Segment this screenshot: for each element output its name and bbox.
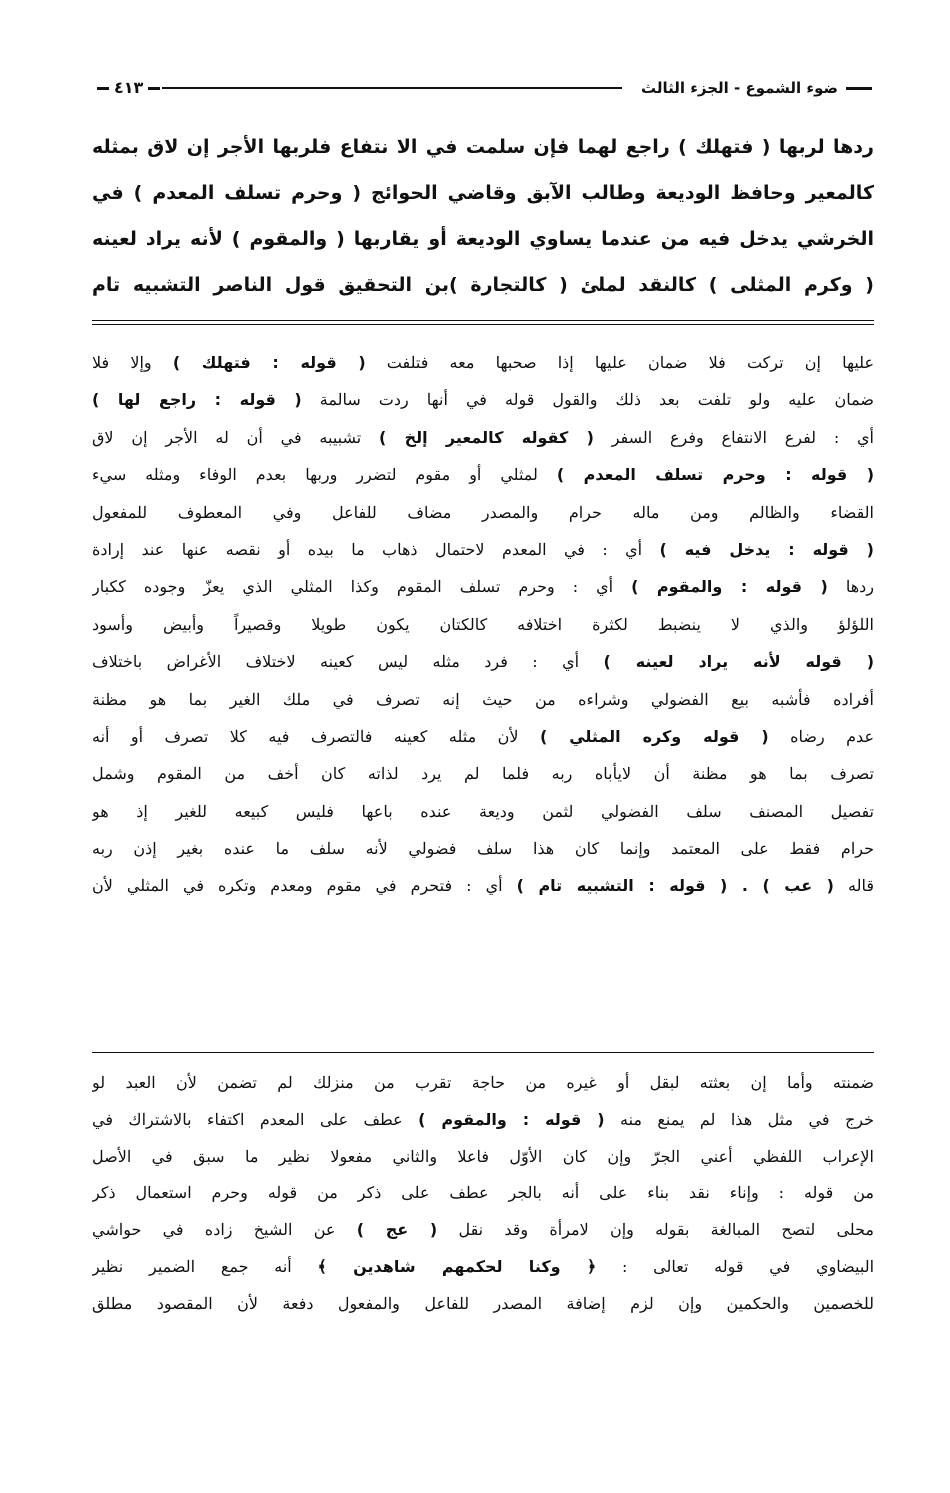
quoted-phrase: ( قوله : وحرم تسلف المعدم ) [556, 465, 874, 485]
quoted-phrase: ( قوله : فتهلك ) [172, 353, 366, 372]
quoted-phrase: ( قوله لأنه يراد لعينه ) [603, 652, 874, 672]
commentary-text [92, 344, 874, 905]
main-text-line: كالمعير وحافظ الوديعة وطالب الآبق وقاضي الحوائج ( وحرم تسلف المعدم ) في [92, 182, 874, 204]
commentary-line [92, 643, 874, 680]
commentary-line [92, 830, 874, 867]
footnote-divider [92, 1052, 874, 1053]
quoted-phrase: ( قوله وكره المثلي ) [539, 726, 769, 746]
page-number: ٤١٣ [92, 76, 165, 100]
main-text-line: ( وكرم المثلى ) كالنقد لملئ ( كالتجارة )بن التحقيق قول الناصر التشبيه تام [92, 274, 874, 296]
text-run: أنه جمع الضمير نظير [92, 1256, 318, 1276]
text-run: خرج في مثل هذا لم يمنع منه [604, 1109, 874, 1129]
text-run: عدم رضاه [768, 726, 874, 746]
text-run: البيضاوي في قوله تعالى : [596, 1256, 874, 1276]
main-text [92, 124, 874, 308]
main-text-line: ردها لربها ( فتهلك ) راجع لهما فإن سلمت في الا نتفاع فلربها الأجر إن لاق بمثله [92, 136, 874, 158]
text-run: أي : لفرع الانتفاع وفرع السفر [593, 427, 874, 447]
double-divider [92, 320, 874, 325]
text-run: أفراده فأشبه بيع الفضولي وشراءه من حيث إنه تصرف في ملك الغير بما هو مظنة [92, 689, 874, 709]
text-run: ضمان عليه ولو تلفت بعد ذلك والقول قوله في أنها ردت سالمة [301, 390, 874, 410]
main-text-line: الخرشي يدخل فيه من عندما يساوي الوديعة أو يقاربها ( والمقوم ) لأنه يراد لعينه [92, 228, 874, 250]
text-run: تفصيل المصنف سلف الفضولي لثمن وديعة عنده باعها فليس كبيعه للغير إذ هو [92, 801, 874, 821]
text-run: محلى لتصح المبالغة بقوله وإن لامرأة وقد نقل [437, 1220, 874, 1240]
text-run: أي : فتحرم في مقوم ومعدم وتكره في المثلي لأن [92, 876, 517, 896]
footnote-line [92, 1249, 874, 1286]
commentary-line [92, 755, 874, 792]
commentary-line [92, 867, 874, 904]
commentary-line [92, 494, 874, 531]
text-run: أي : في المعدم لاحتمال ذهاب ما بيده أو نقصه عنها عند إرادة [92, 539, 660, 559]
text-run: الإعراب اللفظي أعني الجرّ وإن كان الأوّل فاعلا والثاني مفعولا نظير ما سبق في الأصل [92, 1146, 874, 1166]
running-header [92, 76, 872, 100]
commentary-line [92, 531, 874, 568]
commentary-line [92, 568, 874, 605]
text-run: تصرف بما هو مظنة أن لايأباه ربه فلما لم يرد لذاته كان أخف من المقوم وشمل [92, 764, 874, 784]
quoted-phrase: ( عج ) [356, 1220, 438, 1240]
header-title: ضوء الشموع - الجزء الثالث [633, 76, 872, 100]
text-run: عليها إن تركت فلا ضمان عليها إذا صحبها معه فتلفت [365, 353, 874, 372]
footnote-line [92, 1286, 874, 1323]
footnote-line [92, 1175, 874, 1212]
quoted-phrase: ( قوله : راجع لها ) [92, 390, 302, 410]
text-run: عطف على المعدم اكتفاء بالاشتراك في [92, 1109, 419, 1129]
text-run: لأن مثله كعينه فالتصرف فيه كلا تصرف أو أنه [92, 726, 540, 746]
text-run: ردها [827, 577, 874, 597]
text-run: تشبيبه في أن له الأجر إن لاق [92, 427, 380, 447]
commentary-line [92, 456, 874, 493]
footnote-line [92, 1139, 874, 1176]
commentary-line [92, 681, 874, 718]
commentary-line [92, 381, 874, 418]
text-run: القضاء والظالم ومن ماله حرام والمصدر مضاف للفاعل وفي المعطوف للمفعول [92, 502, 874, 522]
header-rule [162, 87, 622, 89]
commentary-line [92, 718, 874, 755]
quoted-phrase: ﴿ وكنا لحكمهم شاهدين ﴾ [317, 1256, 597, 1276]
footnote-line [92, 1212, 874, 1249]
text-run: للخصمين والحكمين وإن لزم إضافة المصدر للفاعل والمفعول دفعة لأن المقصود مطلق [92, 1293, 874, 1313]
text-run: وإلا فلا [92, 353, 173, 372]
text-run: حرام فقط على المعتمد وإنما كان هذا سلف فضولي لأنه سلف ما عنده بغير إذن ربه [92, 839, 874, 859]
quoted-phrase: ( قوله : والمقوم ) [631, 577, 828, 597]
text-run: قاله [834, 876, 874, 896]
text-run: أي : وحرم تسلف المقوم وكذا المثلي الذي يعزّ وجوده ككبار [92, 577, 632, 597]
footnote-line [92, 1065, 874, 1102]
text-run: اللؤلؤ والذي لا ينضبط لكثرة اختلافه كالكتان يكون طويلا وقصيراً وأبيض وأسود [92, 614, 874, 634]
text-run: عن الشيخ زاده في حواشي [92, 1220, 357, 1240]
quoted-phrase: ( كقوله كالمعير إلخ ) [379, 427, 594, 447]
text-run: من قوله : وإناء نقد بناء على أنه بالجر عطف على ذكر من قوله وحرم استعمال ذكر [92, 1183, 874, 1203]
text-run: أي : فرد مثله ليس كعينه لاختلاف الأغراض باختلاف [92, 652, 604, 672]
commentary-line [92, 793, 874, 830]
commentary-line [92, 419, 874, 456]
quoted-phrase: ( عب ) . ( قوله : التشبيه تام ) [516, 876, 834, 896]
commentary-line [92, 606, 874, 643]
text-run: ضمنته وأما إن بعثته لبقل أو غيره من حاجة تقرب من منزلك لم تضمن لأن العبد لو [92, 1073, 874, 1092]
footnote-text [92, 1065, 874, 1323]
commentary-line [92, 344, 874, 381]
text-run: لمثلي أو مقوم لتضرر وربها بعدم الوفاء ومثله سيء [92, 465, 557, 485]
footnote-line [92, 1102, 874, 1139]
quoted-phrase: ( قوله : والمقوم ) [418, 1109, 605, 1129]
quoted-phrase: ( قوله : يدخل فيه ) [659, 539, 874, 559]
